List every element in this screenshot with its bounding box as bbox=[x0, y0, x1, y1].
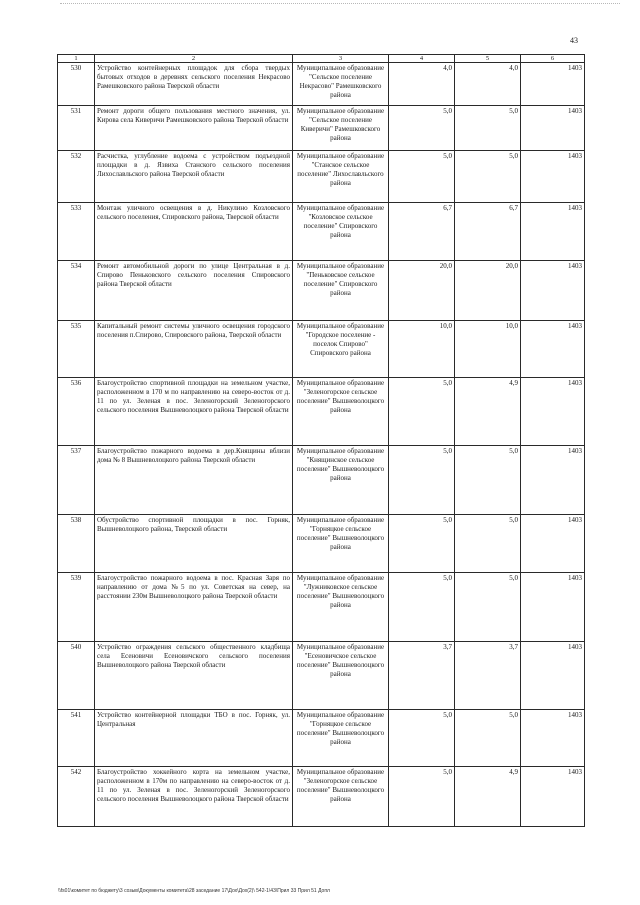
budget-code: 1403 bbox=[521, 261, 585, 321]
table-row bbox=[58, 63, 585, 106]
subsidy-table bbox=[57, 54, 585, 827]
row-number: 541 bbox=[58, 710, 95, 767]
municipality: Муниципальное образование "Зеленогорское сельское поселение" Вышневолоцкого района bbox=[293, 767, 389, 827]
project-name: Монтаж уличного освещения в д. Никулино Козловского сельского поселения, Спировского района, Тверской области bbox=[95, 203, 293, 261]
amount-planned: 20,0 bbox=[389, 261, 455, 321]
scan-artifact-line bbox=[60, 3, 620, 8]
municipality: Муниципальное образование "Сельское поселение Киверичи" Рамешковского района bbox=[293, 106, 389, 151]
table-row bbox=[58, 515, 585, 573]
table-row bbox=[58, 261, 585, 321]
amount-planned: 5,0 bbox=[389, 106, 455, 151]
project-name: Благоустройство хоккейного корта на земельном участке, расположенном в 170м по направлению на северо-восток от д. 11 по ул. Зеленая в пос. Зеленогорский Зеленогорского сельского поселения Вышневолоцкого района Тверской области bbox=[95, 767, 293, 827]
amount-planned: 5,0 bbox=[389, 515, 455, 573]
project-name: Капитальный ремонт системы уличного освещения городского поселения п.Спирово, Спировского района, Тверской области bbox=[95, 321, 293, 378]
project-name: Благоустройство пожарного водоема в пос. Красная Заря по направлению от дома №5 по ул. Советская на север, на расстоянии 230м Вышневолоцкого района Тверской области bbox=[95, 573, 293, 642]
budget-code: 1403 bbox=[521, 710, 585, 767]
budget-code: 1403 bbox=[521, 378, 585, 446]
col-header-3: 3 bbox=[293, 55, 389, 63]
row-number: 535 bbox=[58, 321, 95, 378]
budget-code: 1403 bbox=[521, 151, 585, 203]
amount-allocated: 5,0 bbox=[455, 573, 521, 642]
budget-code: 1403 bbox=[521, 321, 585, 378]
row-number: 537 bbox=[58, 446, 95, 515]
amount-allocated: 5,0 bbox=[455, 106, 521, 151]
row-number: 542 bbox=[58, 767, 95, 827]
project-name: Расчистка, углубление водоема с устройством подъездной площадки в д. Язвиха Станского сельского поселения Лихославльского района Тверской области bbox=[95, 151, 293, 203]
col-header-1: 1 bbox=[58, 55, 95, 63]
amount-planned: 5,0 bbox=[389, 446, 455, 515]
row-number: 533 bbox=[58, 203, 95, 261]
project-name: Благоустройство пожарного водоема в дер.Княщины вблизи дома № 8 Вышневолоцкого района Тверской области bbox=[95, 446, 293, 515]
amount-allocated: 5,0 bbox=[455, 446, 521, 515]
budget-code: 1403 bbox=[521, 767, 585, 827]
table-row bbox=[58, 203, 585, 261]
municipality: Муниципальное образование "Козловское сельское поселение" Спировского района bbox=[293, 203, 389, 261]
amount-planned: 5,0 bbox=[389, 573, 455, 642]
header-row bbox=[58, 55, 585, 63]
budget-code: 1403 bbox=[521, 106, 585, 151]
budget-code: 1403 bbox=[521, 63, 585, 106]
table-body bbox=[58, 63, 585, 827]
row-number: 536 bbox=[58, 378, 95, 446]
budget-code: 1403 bbox=[521, 446, 585, 515]
project-name: Устройство контейнерных площадок для сбора твердых бытовых отходов в деревнях сельского поселения Некрасово Рамешковского района Тверской области bbox=[95, 63, 293, 106]
amount-allocated: 10,0 bbox=[455, 321, 521, 378]
municipality: Муниципальное образование "Пеньковское сельское поселение" Спировского района bbox=[293, 261, 389, 321]
table-row bbox=[58, 106, 585, 151]
row-number: 539 bbox=[58, 573, 95, 642]
municipality: Муниципальное образование "Есеновичское сельское поселение" Вышневолоцкого района bbox=[293, 642, 389, 710]
amount-allocated: 4,9 bbox=[455, 378, 521, 446]
row-number: 532 bbox=[58, 151, 95, 203]
amount-allocated: 3,7 bbox=[455, 642, 521, 710]
amount-planned: 5,0 bbox=[389, 710, 455, 767]
project-name: Устройство контейнерной площадки ТБО в пос. Горняк, ул. Центральная bbox=[95, 710, 293, 767]
table-row bbox=[58, 573, 585, 642]
page-number: 43 bbox=[570, 36, 578, 45]
municipality: Муниципальное образование "Лужниковское сельское поселение" Вышневолоцкого района bbox=[293, 573, 389, 642]
amount-planned: 3,7 bbox=[389, 642, 455, 710]
project-name: Благоустройство спортивной площадки на земельном участке, расположенном в 170 м по направлению на северо-восток от д. 11 по ул. Зеленая в пос. Зеленогорский Зеленогорского сельского поселения Вышневолоцкого района Тверской области bbox=[95, 378, 293, 446]
project-name: Устройство ограждения сельского общественного кладбища села Есеновичи Есеновичского сельского поселения Вышневолоцкого района Тверской области bbox=[95, 642, 293, 710]
project-name: Ремонт дороги общего пользования местного значения, ул. Кирова села Киверичи Рамешковского района Тверской области bbox=[95, 106, 293, 151]
table-row bbox=[58, 642, 585, 710]
amount-allocated: 5,0 bbox=[455, 710, 521, 767]
table-row bbox=[58, 151, 585, 203]
amount-planned: 5,0 bbox=[389, 378, 455, 446]
budget-code: 1403 bbox=[521, 515, 585, 573]
col-header-2: 2 bbox=[95, 55, 293, 63]
project-name: Ремонт автомобильной дороги по улице Центральная в д. Спирово Пеньковского сельского поселения Спировского района Тверской области bbox=[95, 261, 293, 321]
amount-allocated: 4,9 bbox=[455, 767, 521, 827]
budget-code: 1403 bbox=[521, 573, 585, 642]
amount-allocated: 4,0 bbox=[455, 63, 521, 106]
amount-allocated: 5,0 bbox=[455, 515, 521, 573]
project-name: Обустройство спортивной площадки в пос. Горняк, Вышневолоцкого района, Тверской области bbox=[95, 515, 293, 573]
table-row bbox=[58, 710, 585, 767]
row-number: 530 bbox=[58, 63, 95, 106]
row-number: 531 bbox=[58, 106, 95, 151]
amount-planned: 6,7 bbox=[389, 203, 455, 261]
budget-code: 1403 bbox=[521, 203, 585, 261]
budget-code: 1403 bbox=[521, 642, 585, 710]
amount-planned: 5,0 bbox=[389, 767, 455, 827]
amount-planned: 4,0 bbox=[389, 63, 455, 106]
row-number: 538 bbox=[58, 515, 95, 573]
municipality: Муниципальное образование "Горняцкое сельское поселение" Вышневолоцкого района bbox=[293, 710, 389, 767]
amount-planned: 5,0 bbox=[389, 151, 455, 203]
municipality: Муниципальное образование "Зеленогорское сельское поселение" Вышневолоцкого района bbox=[293, 378, 389, 446]
amount-allocated: 5,0 bbox=[455, 151, 521, 203]
row-number: 534 bbox=[58, 261, 95, 321]
amount-allocated: 6,7 bbox=[455, 203, 521, 261]
table-header bbox=[58, 55, 585, 63]
table-row bbox=[58, 378, 585, 446]
municipality: Муниципальное образование "Сельское поселение Некрасово" Рамешковского района bbox=[293, 63, 389, 106]
file-path-footer: \\fs01\комитет по бюджету\3 созыв\Документы комитета\28 заседание 17\Дох\Дох(2)\ 542-1\43\Прил 33 Прил 51 Допл bbox=[58, 888, 330, 894]
amount-planned: 10,0 bbox=[389, 321, 455, 378]
col-header-6: 6 bbox=[521, 55, 585, 63]
table-row bbox=[58, 321, 585, 378]
col-header-4: 4 bbox=[389, 55, 455, 63]
col-header-5: 5 bbox=[455, 55, 521, 63]
municipality: Муниципальное образование "Станское сельское поселение" Лихославльского района bbox=[293, 151, 389, 203]
row-number: 540 bbox=[58, 642, 95, 710]
municipality: Муниципальное образование "Горняцкое сельское поселение" Вышневолоцкого района bbox=[293, 515, 389, 573]
municipality: Муниципальное образование "Городское поселение - поселок Спирово" Спировского района bbox=[293, 321, 389, 378]
amount-allocated: 20,0 bbox=[455, 261, 521, 321]
table-row bbox=[58, 446, 585, 515]
municipality: Муниципальное образование "Княщинское сельское поселение" Вышневолоцкого района bbox=[293, 446, 389, 515]
table-row bbox=[58, 767, 585, 827]
